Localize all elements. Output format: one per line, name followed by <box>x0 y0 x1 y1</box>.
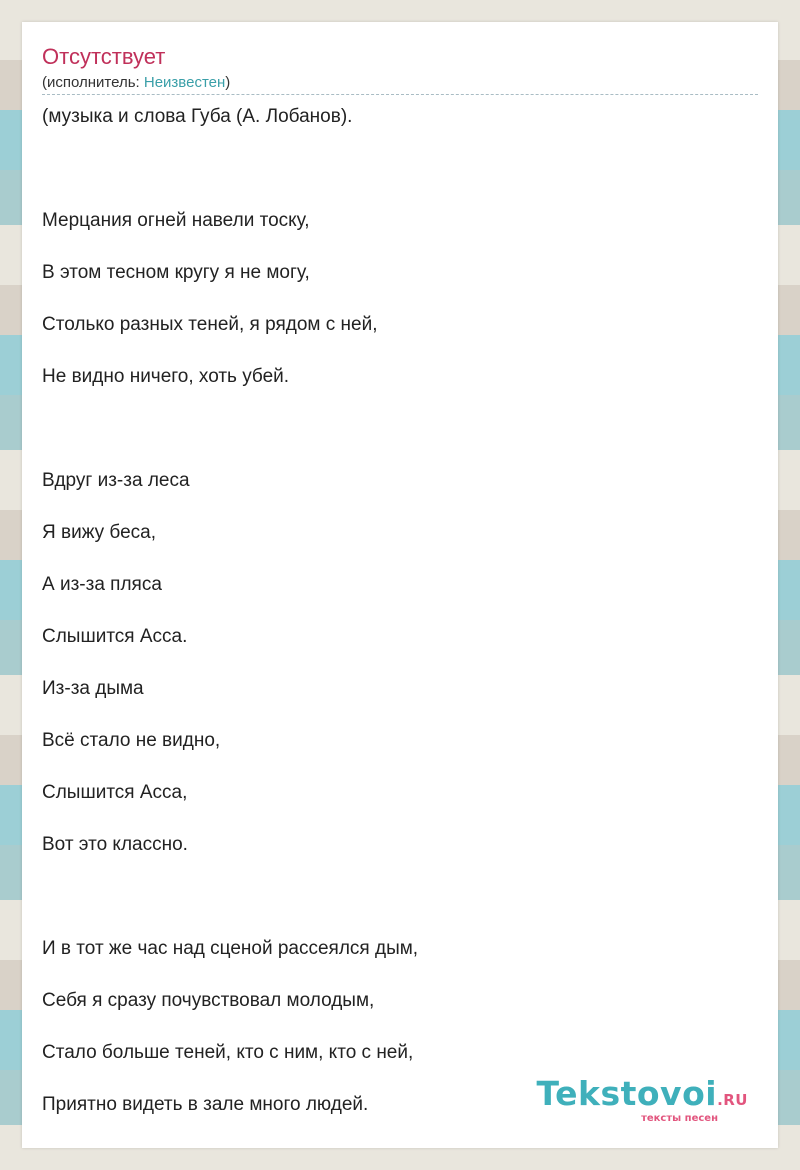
lyrics-card <box>22 22 778 1148</box>
performer-prefix: (исполнитель: <box>42 74 144 91</box>
site-logo[interactable] <box>536 1074 748 1124</box>
lyric-line: Я вижу беса, <box>42 522 156 543</box>
logo-wordmark: Tekstovoi.RU <box>536 1074 748 1113</box>
lyric-line: Стало больше теней, кто с ним, кто с ней, <box>42 1042 414 1063</box>
lyric-line: (музыка и слова Губа (А. Лобанов). <box>42 106 353 127</box>
lyric-line: В этом тесном кругу я не могу, <box>42 262 310 283</box>
performer-suffix: ) <box>225 74 231 91</box>
header-divider <box>42 94 758 95</box>
lyric-line: Приятно видеть в зале много людей. <box>42 1094 369 1115</box>
performer-line <box>42 74 230 92</box>
lyric-line: Мерцания огней навели тоску, <box>42 210 310 231</box>
logo-domain: .RU <box>717 1091 748 1109</box>
lyric-line: Из-за дыма <box>42 678 144 699</box>
lyric-line: Столько разных теней, я рядом с ней, <box>42 314 378 335</box>
song-title: Отсутствует <box>42 44 166 69</box>
lyric-line: Себя я сразу почувствовал молодым, <box>42 990 375 1011</box>
lyric-line: Вот это классно. <box>42 834 188 855</box>
performer-link[interactable]: Неизвестен <box>143 74 226 91</box>
lyric-line: И в тот же час над сценой рассеялся дым, <box>42 938 419 959</box>
lyric-line: Слышится Асса, <box>42 782 188 803</box>
lyric-line: Вдруг из-за леса <box>42 470 190 491</box>
lyric-line: Слышится Асса. <box>42 626 188 647</box>
lyric-line: А из-за пляса <box>42 574 162 595</box>
lyric-line: Всё стало не видно, <box>42 730 221 751</box>
lyric-line: Не видно ничего, хоть убей. <box>42 366 290 387</box>
logo-tagline: тексты песен <box>641 1113 718 1124</box>
